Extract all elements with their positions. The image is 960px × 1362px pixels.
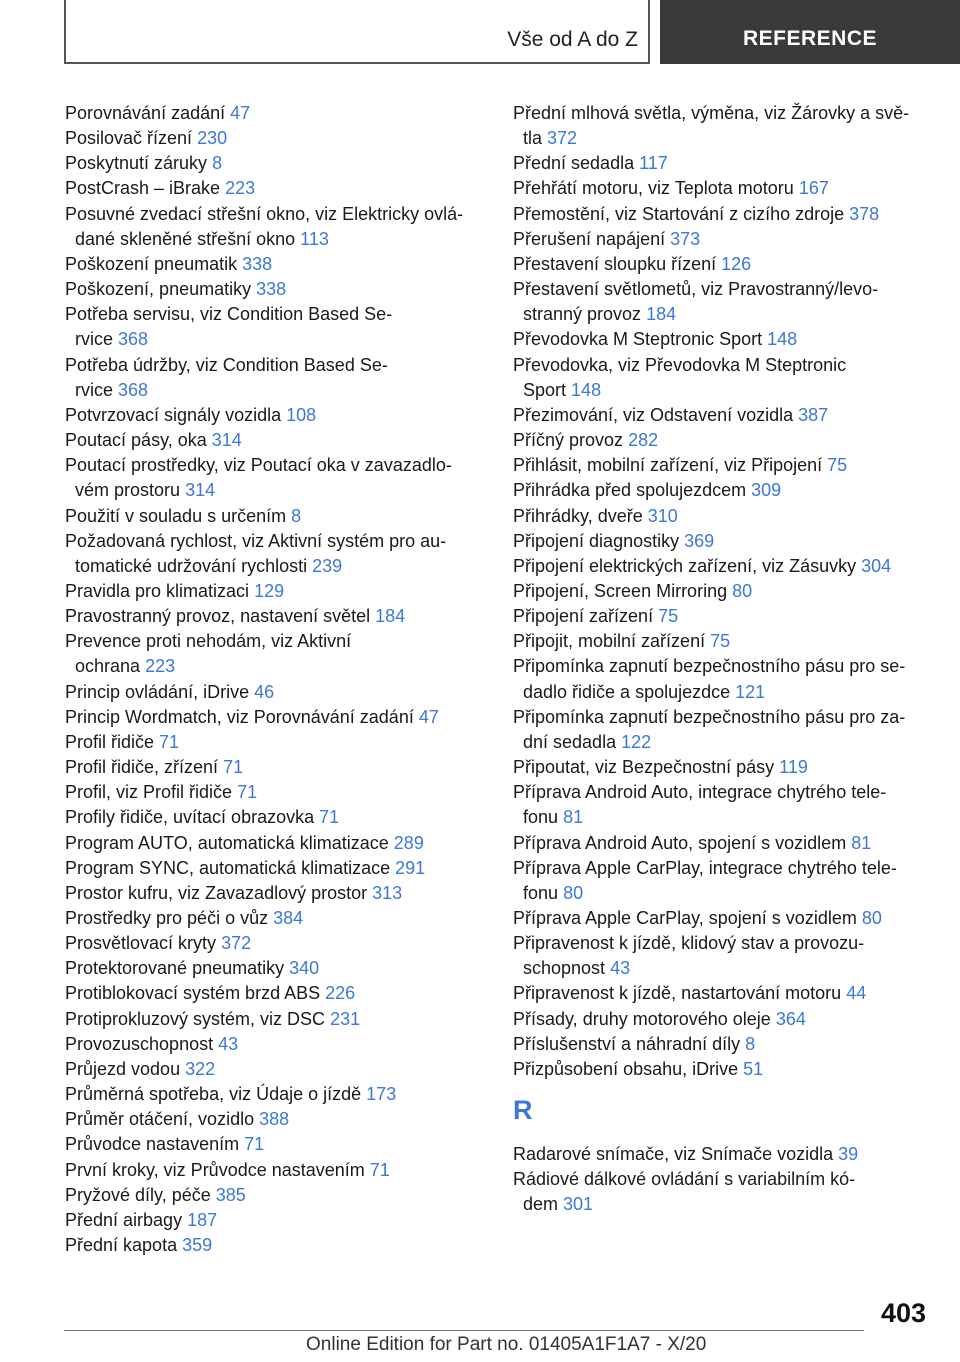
index-entry-text: Profil řidiče: [65, 731, 155, 752]
index-entry-text: Pravostranný provoz, nastavení světel: [65, 606, 371, 627]
page-reference-link[interactable]: 71: [237, 782, 258, 803]
index-entry-text: Přední kapota: [65, 1235, 178, 1256]
index-entry: [65, 453, 485, 503]
index-entry-text: Přední sedadla: [513, 153, 635, 174]
section-title: Vše od A do Z: [507, 28, 638, 51]
index-entry: [513, 604, 933, 629]
page-reference-link[interactable]: 71: [244, 1134, 265, 1155]
index-entry-text: Průvodce nastavením: [65, 1134, 240, 1155]
index-entry-text: Připojení diagnostiky: [513, 530, 680, 551]
page-reference-link[interactable]: 121: [735, 681, 766, 702]
page-reference-link[interactable]: 184: [375, 606, 406, 627]
page-reference-link[interactable]: 304: [861, 555, 892, 576]
page-reference-link[interactable]: 80: [732, 580, 753, 601]
page-reference-link[interactable]: 167: [798, 178, 829, 199]
index-entry: [513, 554, 933, 579]
index-entry: [513, 252, 933, 277]
index-entry-text: Připojení, Screen Mirroring: [513, 580, 728, 601]
page-reference-link[interactable]: 71: [223, 757, 244, 778]
index-entry-text: Prevence proti nehodám, viz Aktivní ochrana: [65, 631, 352, 677]
index-entry: [65, 428, 485, 453]
index-entry: [513, 1057, 933, 1082]
index-entry: [65, 1107, 485, 1132]
index-entry: [65, 202, 485, 252]
index-entry: [513, 705, 933, 755]
page-reference-link[interactable]: 113: [300, 228, 329, 249]
index-entry: [65, 277, 485, 302]
index-entry-text: Připomínka zapnutí bezpečnostního pásu pro se- dadlo řidiče a spolujezdce: [513, 656, 906, 702]
index-entry: [65, 1082, 485, 1107]
index-entry-text: Přihrádky, dveře: [513, 505, 643, 526]
page-reference-link[interactable]: 39: [838, 1144, 859, 1165]
index-entry-text: Posuvné zvedací střešní okno, viz Elektricky ovlá- dané skleněné střešní okno: [65, 203, 464, 249]
index-entry-text: Použití v souladu s určením: [65, 505, 287, 526]
index-entry: [513, 981, 933, 1006]
index-entry: [513, 227, 933, 252]
index-entry-text: Přizpůsobení obsahu, iDrive: [513, 1058, 739, 1079]
index-entry: [65, 151, 485, 176]
page-reference-link[interactable]: 239: [312, 555, 343, 576]
index-entry: [65, 1158, 485, 1183]
index-entry-text: Prostor kufru, viz Zavazadlový prostor: [65, 882, 368, 903]
index-entry: [513, 1032, 933, 1057]
page-reference-link[interactable]: 388: [259, 1109, 290, 1130]
index-entry-text: Poškození pneumatik: [65, 253, 238, 274]
page-reference-link[interactable]: 148: [571, 379, 602, 400]
index-entry-text: Princip Wordmatch, viz Porovnávání zadání: [65, 706, 414, 727]
page-reference-link[interactable]: 122: [621, 731, 652, 752]
index-entry: [513, 101, 933, 151]
index-entry: [65, 252, 485, 277]
footer-divider: [64, 1330, 864, 1331]
index-entry: [65, 1007, 485, 1032]
index-entry-text: Přerušení napájení: [513, 228, 666, 249]
header-divider-left: [64, 0, 66, 64]
index-entry-text: Požadovaná rychlost, viz Aktivní systém pro au- tomatické udržování rychlosti: [65, 530, 447, 576]
index-entry: [513, 579, 933, 604]
index-entry: [513, 629, 933, 654]
page-reference-link[interactable]: 338: [256, 279, 287, 300]
page-reference-link[interactable]: 314: [185, 480, 216, 501]
index-entry: [65, 403, 485, 428]
index-entry-text: Profil, viz Profil řidiče: [65, 782, 233, 803]
page-reference-link[interactable]: 129: [254, 580, 285, 601]
page-reference-link[interactable]: 71: [369, 1159, 390, 1180]
index-entry-text: Připoutat, viz Bezpečnostní pásy: [513, 757, 775, 778]
index-entry: [513, 654, 933, 704]
index-entry-text: Příčný provoz: [513, 430, 624, 451]
index-entry: [513, 1167, 933, 1217]
index-entry-text: Poutací pásy, oka: [65, 430, 207, 451]
page-reference-link[interactable]: 313: [372, 882, 403, 903]
page-reference-link[interactable]: 289: [393, 832, 424, 853]
page-reference-link[interactable]: 184: [646, 304, 677, 325]
index-entry-text: Prostředky pro péči o vůz: [65, 908, 269, 928]
index-entry-text: Přemostění, viz Startování z cizího zdroje: [513, 203, 845, 224]
index-entry: [65, 126, 485, 151]
page-reference-link[interactable]: 368: [118, 329, 149, 350]
index-entry: [65, 1233, 485, 1258]
index-entry-text: Průměr otáčení, vozidlo: [65, 1109, 255, 1130]
index-entry-text: Přední mlhová světla, výměna, viz Žárovky a svě- tla: [513, 103, 910, 149]
index-entry: [65, 906, 485, 931]
page-reference-link[interactable]: 368: [118, 379, 149, 400]
index-entry-text: Potřeba servisu, viz Condition Based Se- rvice: [65, 304, 393, 350]
index-entry-text: Příprava Apple CarPlay, spojení s vozidlem: [513, 908, 857, 928]
index-entry-text: Radarové snímače, viz Snímače vozidla: [513, 1144, 834, 1165]
index-entry: [65, 1183, 485, 1208]
edition-footer: Online Edition for Part no. 01405A1F1A7 - X/20: [306, 1334, 707, 1355]
index-entry: [65, 680, 485, 705]
index-entry: [513, 1142, 933, 1167]
page-reference-link[interactable]: 378: [849, 203, 880, 224]
index-entry: [65, 579, 485, 604]
index-entry-text: Převodovka M Steptronic Sport: [513, 329, 763, 350]
index-entry-text: Převodovka, viz Převodovka M Steptronic Sport: [513, 354, 847, 400]
page-reference-link[interactable]: 148: [767, 329, 798, 350]
index-entry-text: Potvrzovací signály vozidla: [65, 404, 282, 425]
reference-tab-label: REFERENCE: [742, 27, 878, 50]
page-reference-link[interactable]: 282: [628, 430, 659, 451]
index-entry-text: Připojit, mobilní zařízení: [513, 631, 706, 652]
page-reference-link[interactable]: 46: [254, 681, 275, 702]
index-entry: [513, 906, 933, 931]
page-reference-link[interactable]: 373: [670, 228, 701, 249]
page-reference-link[interactable]: 75: [827, 455, 848, 476]
page-reference-link[interactable]: 75: [710, 631, 731, 652]
index-entry-text: Přehřátí motoru, viz Teplota motoru: [513, 178, 794, 199]
index-entry-text: Provozuschopnost: [65, 1033, 214, 1054]
index-entry-text: Princip ovládání, iDrive: [65, 681, 250, 702]
index-entry-text: Program AUTO, automatická klimatizace: [65, 832, 389, 853]
index-entry: [513, 176, 933, 201]
index-entry-text: Pryžové díly, péče: [65, 1184, 211, 1205]
index-entry-text: Připojení zařízení: [513, 606, 654, 627]
page-reference-link[interactable]: 81: [851, 832, 872, 853]
index-entry: [65, 504, 485, 529]
index-entry-text: Poškození, pneumatiky: [65, 279, 252, 300]
page-reference-link[interactable]: 309: [751, 480, 782, 501]
page-reference-link[interactable]: 359: [182, 1235, 213, 1256]
index-entry-text: Přestavení světlometů, viz Pravostranný/levo- stranný provoz: [513, 279, 879, 325]
page-reference-link[interactable]: 322: [185, 1058, 216, 1079]
page-reference-link[interactable]: 301: [563, 1194, 594, 1215]
index-entry: [65, 101, 485, 126]
page-reference-link[interactable]: 80: [563, 882, 584, 903]
index-entry-text: Prosvětlovací kryty: [65, 933, 217, 954]
page-reference-link[interactable]: 369: [684, 530, 715, 551]
index-entry: [65, 856, 485, 881]
index-entry: [513, 529, 933, 554]
page-reference-link[interactable]: 44: [846, 983, 867, 1004]
index-entry-text: Příprava Apple CarPlay, integrace chytrého tele- fonu: [513, 857, 897, 903]
index-entry-text: Rádiové dálkové ovládání s variabilním kó- dem: [513, 1169, 856, 1215]
index-entry: [65, 956, 485, 981]
index-entry: [65, 302, 485, 352]
page-reference-link[interactable]: 75: [658, 606, 679, 627]
header-divider-bottom: [64, 62, 650, 64]
page-reference-link[interactable]: 314: [211, 430, 242, 451]
index-entry-text: První kroky, viz Průvodce nastavením: [65, 1159, 365, 1180]
page-reference-link[interactable]: 119: [779, 757, 808, 778]
index-entry: [65, 705, 485, 730]
page-reference-link[interactable]: 43: [218, 1033, 239, 1054]
index-entry: [513, 353, 933, 403]
index-entry: [65, 1132, 485, 1157]
index-entry-text: Poskytnutí záruky: [65, 153, 208, 174]
index-entry: [513, 428, 933, 453]
index-entry-text: Připomínka zapnutí bezpečnostního pásu pro za- dní sedadla: [513, 706, 906, 752]
page-reference-link[interactable]: 81: [563, 807, 584, 828]
index-entry: [65, 1057, 485, 1082]
index-entry: [513, 755, 933, 780]
index-entry: [513, 327, 933, 352]
page-reference-link[interactable]: 8: [212, 153, 223, 174]
page-reference-link[interactable]: 223: [145, 656, 176, 677]
page-reference-link[interactable]: 230: [197, 128, 228, 149]
index-entry: [65, 805, 485, 830]
page-reference-link[interactable]: 47: [230, 103, 251, 123]
index-entry-text: Příprava Android Auto, spojení s vozidlem: [513, 832, 847, 853]
page-reference-link[interactable]: 310: [647, 505, 678, 526]
index-entry: [513, 151, 933, 176]
page-reference-link[interactable]: 340: [289, 958, 320, 979]
index-entry-text: Pravidla pro klimatizaci: [65, 580, 250, 601]
index-entry: [65, 981, 485, 1006]
index-entry-text: Příprava Android Auto, integrace chytrého tele- fonu: [513, 782, 887, 828]
page-reference-link[interactable]: 372: [221, 933, 252, 954]
index-entry: [65, 176, 485, 201]
page-reference-link[interactable]: 291: [395, 857, 426, 878]
page-reference-link[interactable]: 364: [775, 1008, 806, 1029]
index-entry: [513, 478, 933, 503]
index-entry: [513, 453, 933, 478]
index-entry: [513, 403, 933, 428]
page-reference-link[interactable]: 187: [187, 1209, 218, 1230]
index-entry-text: Průměrná spotřeba, viz Údaje o jízdě: [65, 1084, 362, 1105]
page-reference-link[interactable]: 8: [291, 505, 302, 526]
index-entry-text: Poutací prostředky, viz Poutací oka v zavazadlo- vém prostoru: [65, 455, 452, 501]
page-reference-link[interactable]: 47: [418, 706, 439, 727]
index-entry: [513, 504, 933, 529]
index-entry-text: Posilovač řízení: [65, 128, 193, 149]
index-entry-text: Připravenost k jízdě, klidový stav a provozu- schopnost: [513, 933, 865, 979]
index-entry: [65, 353, 485, 403]
index-entry-text: Připravenost k jízdě, nastartování motoru: [513, 983, 842, 1004]
index-entry-text: Protiprokluzový systém, viz DSC: [65, 1008, 326, 1029]
page-reference-link[interactable]: 226: [325, 983, 356, 1004]
page-reference-link[interactable]: 8: [745, 1033, 756, 1054]
page-reference-link[interactable]: 43: [610, 958, 631, 979]
index-entry: [65, 604, 485, 629]
page-reference-link[interactable]: 387: [798, 404, 829, 425]
index-entry: [513, 831, 933, 856]
index-entry: [65, 755, 485, 780]
index-entry: [65, 881, 485, 906]
index-entry: [513, 277, 933, 327]
index-entry: [513, 931, 933, 981]
index-entry: [65, 1032, 485, 1057]
index-entry: [65, 831, 485, 856]
index-entry-text: Příslušenství a náhradní díly: [513, 1033, 741, 1054]
index-entry-text: Potřeba údržby, viz Condition Based Se- rvice: [65, 354, 388, 400]
index-entry: [65, 529, 485, 579]
index-entry-text: Přísady, druhy motorového oleje: [513, 1008, 771, 1029]
index-entry: [65, 1208, 485, 1233]
index-entry-text: PostCrash – iBrake: [65, 178, 221, 199]
index-entry-text: Připojení elektrických zařízení, viz Zásuvky: [513, 555, 857, 576]
index-right-p-entries: [513, 101, 933, 1082]
index-entry: [513, 202, 933, 227]
index-entry-text: Průjezd vodou: [65, 1058, 181, 1079]
page-reference-link[interactable]: 223: [225, 178, 256, 199]
index-entry-text: Porovnávání zadání: [65, 103, 226, 123]
index-entry-text: Přihlásit, mobilní zařízení, viz Připojení: [513, 455, 823, 476]
index-column-right: [513, 101, 933, 1218]
index-entry: [513, 1007, 933, 1032]
page-reference-link[interactable]: 80: [861, 908, 882, 928]
page-reference-link[interactable]: 126: [721, 253, 752, 274]
index-entry: [65, 931, 485, 956]
page-reference-link[interactable]: 173: [366, 1084, 397, 1105]
page-reference-link[interactable]: 338: [242, 253, 273, 274]
page-reference-link[interactable]: 384: [273, 908, 304, 928]
page-number: 403: [880, 1298, 926, 1328]
section-letter-heading: R: [513, 1095, 533, 1126]
index-entry: [65, 629, 485, 679]
index-entry: [513, 856, 933, 906]
page-reference-link[interactable]: 71: [159, 731, 180, 752]
page-reference-link[interactable]: 71: [319, 807, 340, 828]
page-reference-link[interactable]: 385: [215, 1184, 246, 1205]
index-entry-text: Protiblokovací systém brzd ABS: [65, 983, 321, 1004]
page-reference-link[interactable]: 372: [547, 128, 578, 149]
index-column-left: [65, 101, 485, 1258]
page-reference-link[interactable]: 117: [639, 153, 668, 174]
index-entry: [513, 780, 933, 830]
index-entry: [65, 730, 485, 755]
index-entry-text: Protektorované pneumatiky: [65, 958, 285, 979]
page-reference-link[interactable]: 231: [330, 1008, 361, 1029]
reference-tab: [660, 0, 960, 64]
index-entry-text: Přestavení sloupku řízení: [513, 253, 717, 274]
index-entry: [65, 780, 485, 805]
page-reference-link[interactable]: 108: [286, 404, 317, 425]
page-header: [0, 0, 960, 68]
header-divider-mid: [648, 0, 650, 64]
index-entry-text: Profily řidiče, uvítací obrazovka: [65, 807, 315, 828]
index-entry-text: Přední airbagy: [65, 1209, 183, 1230]
index-entry-text: Program SYNC, automatická klimatizace: [65, 857, 391, 878]
page-reference-link[interactable]: 51: [743, 1058, 764, 1079]
index-entry-text: Přezimování, viz Odstavení vozidla: [513, 404, 794, 425]
index-r-entries: [513, 1142, 933, 1217]
index-entry-text: Profil řidiče, zřízení: [65, 757, 219, 778]
index-entry-text: Přihrádka před spolujezdcem: [513, 480, 747, 501]
